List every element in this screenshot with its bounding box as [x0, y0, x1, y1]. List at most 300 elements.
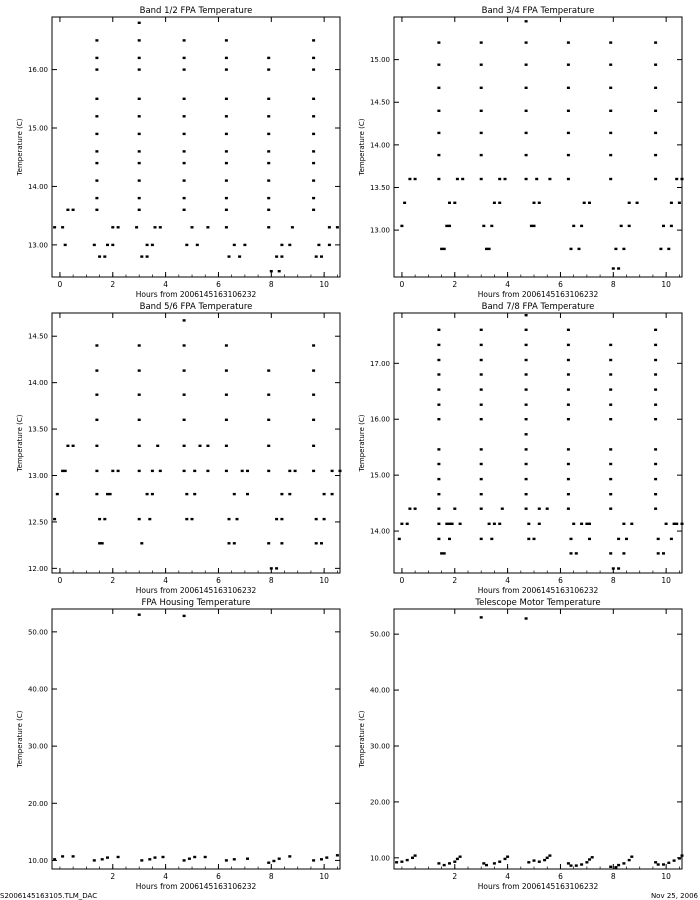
- plot-frame: [52, 609, 340, 869]
- data-point: [609, 404, 612, 406]
- data-point: [614, 866, 617, 868]
- x-axis-label: Hours from 2006145163106232: [477, 882, 599, 891]
- data-point: [151, 244, 154, 246]
- data-point: [617, 567, 620, 569]
- data-point: [456, 858, 459, 860]
- data-point: [485, 248, 488, 250]
- data-point: [103, 255, 106, 257]
- data-point: [267, 369, 270, 371]
- data-point: [138, 22, 141, 24]
- data-point: [315, 518, 318, 520]
- data-point: [312, 394, 315, 396]
- data-point: [111, 470, 114, 472]
- data-point: [617, 864, 620, 866]
- data-point: [480, 493, 483, 495]
- data-point: [159, 470, 162, 472]
- data-point: [95, 179, 98, 181]
- data-point: [154, 226, 157, 228]
- data-point: [525, 433, 528, 435]
- data-point: [199, 445, 202, 447]
- data-point: [241, 470, 244, 472]
- data-point: [228, 255, 231, 257]
- data-point: [609, 373, 612, 375]
- data-point: [480, 538, 483, 540]
- data-point: [437, 493, 440, 495]
- data-point: [480, 178, 483, 180]
- data-point: [609, 110, 612, 112]
- data-point: [659, 248, 662, 250]
- x-tick-label: 8: [610, 872, 616, 881]
- y-tick-label: 16.00: [27, 66, 48, 75]
- data-point: [312, 150, 315, 152]
- data-point: [138, 344, 141, 346]
- data-point: [267, 179, 270, 181]
- data-point: [567, 344, 570, 346]
- data-point: [225, 68, 228, 70]
- data-point: [61, 470, 64, 472]
- x-tick-label: 10: [319, 872, 329, 881]
- data-point: [280, 255, 283, 257]
- data-point: [443, 552, 446, 554]
- data-point: [609, 154, 612, 156]
- data-point: [448, 538, 451, 540]
- data-point: [609, 64, 612, 66]
- data-point: [609, 418, 612, 420]
- data-point: [159, 226, 162, 228]
- data-point: [525, 493, 528, 495]
- data-point: [445, 523, 448, 525]
- data-point: [525, 404, 528, 406]
- data-point: [225, 98, 228, 100]
- data-point: [95, 419, 98, 421]
- data-point: [525, 463, 528, 465]
- data-point: [546, 508, 549, 510]
- panel-2: [358, 6, 684, 299]
- data-point: [278, 858, 281, 860]
- data-point: [488, 248, 491, 250]
- data-point: [480, 418, 483, 420]
- data-point: [654, 463, 657, 465]
- x-tick-label: 2: [452, 576, 458, 585]
- data-point: [188, 858, 191, 860]
- data-point: [480, 110, 483, 112]
- data-point: [408, 178, 411, 180]
- data-point: [493, 862, 496, 864]
- data-point: [437, 178, 440, 180]
- chart-title: Band 3/4 FPA Temperature: [481, 6, 595, 16]
- data-point: [312, 98, 315, 100]
- data-point: [678, 202, 681, 204]
- x-tick-label: 6: [558, 576, 563, 585]
- data-point: [628, 225, 631, 227]
- data-point: [288, 244, 291, 246]
- data-point: [320, 858, 323, 860]
- data-point: [440, 248, 443, 250]
- data-point: [437, 508, 440, 510]
- data-point: [630, 523, 633, 525]
- data-point: [138, 179, 141, 181]
- data-point: [225, 445, 228, 447]
- plot-frame: [394, 609, 682, 869]
- data-point: [339, 470, 342, 472]
- footer-date: Nov 25, 2006: [650, 892, 698, 900]
- y-axis-label: Temperature (C): [358, 414, 366, 472]
- data-point: [498, 202, 501, 204]
- x-tick-label: 4: [163, 872, 169, 881]
- data-point: [312, 179, 315, 181]
- y-tick-label: 13.50: [27, 425, 48, 434]
- data-point: [620, 225, 623, 227]
- plot-frame: [52, 313, 340, 573]
- x-tick-label: 0: [57, 576, 63, 585]
- data-point: [312, 859, 315, 861]
- x-axis-label: Hours from 2006145163106232: [477, 586, 599, 595]
- data-point: [567, 132, 570, 134]
- data-point: [437, 110, 440, 112]
- data-point: [53, 518, 56, 520]
- data-point: [64, 470, 67, 472]
- y-tick-label: 14.00: [369, 141, 390, 150]
- data-point: [185, 244, 188, 246]
- data-point: [437, 538, 440, 540]
- y-tick-label: 17.00: [369, 359, 390, 368]
- data-point: [588, 858, 591, 860]
- data-point: [504, 178, 507, 180]
- data-point: [183, 39, 186, 41]
- data-point: [567, 388, 570, 390]
- data-point: [570, 864, 573, 866]
- data-point: [267, 226, 270, 228]
- x-tick-label: 4: [163, 280, 169, 289]
- data-point: [437, 862, 440, 864]
- y-tick-label: 15.00: [369, 56, 390, 65]
- data-point: [525, 359, 528, 361]
- data-point: [294, 470, 297, 472]
- data-point: [567, 110, 570, 112]
- data-point: [525, 329, 528, 331]
- data-point: [183, 369, 186, 371]
- y-tick-label: 13.00: [369, 226, 390, 235]
- data-point: [480, 132, 483, 134]
- data-point: [437, 463, 440, 465]
- y-tick-label: 30.00: [27, 742, 48, 751]
- data-point: [320, 542, 323, 544]
- data-point: [280, 542, 283, 544]
- data-point: [138, 115, 141, 117]
- data-point: [609, 463, 612, 465]
- data-point: [580, 225, 583, 227]
- data-point: [272, 860, 275, 862]
- data-point: [567, 448, 570, 450]
- data-point: [106, 244, 109, 246]
- y-tick-label: 13.50: [369, 183, 390, 192]
- data-point: [95, 98, 98, 100]
- data-point: [480, 154, 483, 156]
- data-point: [267, 162, 270, 164]
- data-point: [280, 244, 283, 246]
- data-point: [291, 226, 294, 228]
- data-point: [138, 445, 141, 447]
- data-point: [183, 470, 186, 472]
- data-point: [480, 448, 483, 450]
- y-axis-label: Temperature (C): [358, 118, 366, 176]
- data-point: [538, 202, 541, 204]
- data-point: [66, 445, 69, 447]
- y-tick-label: 15.00: [369, 471, 390, 480]
- data-point: [236, 518, 239, 520]
- data-point: [183, 319, 186, 321]
- data-point: [138, 470, 141, 472]
- data-point: [453, 508, 456, 510]
- data-point: [654, 329, 657, 331]
- data-point: [622, 248, 625, 250]
- data-point: [117, 470, 120, 472]
- data-point: [270, 270, 273, 272]
- data-point: [453, 202, 456, 204]
- data-point: [498, 523, 501, 525]
- data-point: [267, 68, 270, 70]
- data-point: [609, 866, 612, 868]
- data-point: [225, 369, 228, 371]
- x-tick-label: 6: [558, 872, 563, 881]
- data-point: [183, 344, 186, 346]
- x-tick-label: 8: [268, 872, 274, 881]
- data-point: [567, 154, 570, 156]
- data-point: [204, 856, 207, 858]
- data-point: [609, 41, 612, 43]
- data-point: [323, 493, 326, 495]
- data-point: [138, 369, 141, 371]
- data-point: [138, 68, 141, 70]
- data-point: [630, 856, 633, 858]
- data-point: [662, 225, 665, 227]
- data-point: [527, 538, 530, 540]
- data-point: [95, 162, 98, 164]
- data-point: [480, 41, 483, 43]
- data-point: [106, 856, 109, 858]
- data-point: [681, 854, 684, 856]
- x-tick-label: 8: [268, 280, 274, 289]
- data-point: [617, 538, 620, 540]
- data-point: [406, 859, 409, 861]
- data-point: [525, 344, 528, 346]
- data-point: [548, 854, 551, 856]
- data-point: [480, 508, 483, 510]
- data-point: [140, 255, 143, 257]
- data-point: [480, 478, 483, 480]
- data-point: [670, 538, 673, 540]
- data-point: [193, 493, 196, 495]
- data-point: [225, 162, 228, 164]
- data-point: [570, 552, 573, 554]
- data-point: [480, 87, 483, 89]
- data-point: [61, 226, 64, 228]
- x-tick-label: 8: [610, 576, 616, 585]
- data-point: [654, 861, 657, 863]
- data-point: [183, 133, 186, 135]
- data-point: [95, 369, 98, 371]
- data-point: [525, 388, 528, 390]
- data-point: [548, 178, 551, 180]
- data-point: [480, 329, 483, 331]
- data-point: [543, 859, 546, 861]
- data-point: [445, 225, 448, 227]
- data-point: [580, 863, 583, 865]
- data-point: [480, 463, 483, 465]
- data-point: [567, 404, 570, 406]
- data-point: [183, 197, 186, 199]
- data-point: [95, 445, 98, 447]
- chart-title: Band 1/2 FPA Temperature: [139, 6, 253, 16]
- data-point: [657, 552, 660, 554]
- data-point: [72, 445, 75, 447]
- data-point: [525, 178, 528, 180]
- data-point: [151, 493, 154, 495]
- data-point: [243, 244, 246, 246]
- y-tick-label: 14.00: [369, 527, 390, 536]
- data-point: [400, 861, 403, 863]
- data-point: [567, 508, 570, 510]
- data-point: [275, 255, 278, 257]
- data-point: [331, 470, 334, 472]
- data-point: [609, 508, 612, 510]
- data-point: [654, 64, 657, 66]
- data-point: [95, 344, 98, 346]
- y-axis-label: Temperature (C): [16, 118, 24, 176]
- data-point: [525, 448, 528, 450]
- data-point: [312, 470, 315, 472]
- data-point: [670, 202, 673, 204]
- x-tick-label: 0: [399, 280, 405, 289]
- data-point: [654, 87, 657, 89]
- data-point: [225, 57, 228, 59]
- data-point: [591, 856, 594, 858]
- data-point: [336, 226, 339, 228]
- data-point: [267, 419, 270, 421]
- data-point: [662, 863, 665, 865]
- data-point: [206, 470, 209, 472]
- data-point: [225, 394, 228, 396]
- data-point: [312, 344, 315, 346]
- data-point: [312, 133, 315, 135]
- plot-frame: [394, 313, 682, 573]
- data-point: [675, 523, 678, 525]
- y-tick-label: 15.00: [27, 124, 48, 133]
- data-point: [538, 508, 541, 510]
- data-point: [275, 518, 278, 520]
- data-point: [267, 542, 270, 544]
- data-point: [53, 858, 56, 860]
- x-tick-label: 4: [505, 576, 511, 585]
- data-point: [325, 856, 328, 858]
- data-point: [183, 115, 186, 117]
- data-point: [246, 858, 249, 860]
- data-point: [488, 523, 491, 525]
- data-point: [191, 518, 194, 520]
- data-point: [225, 133, 228, 135]
- x-tick-label: 0: [399, 576, 405, 585]
- data-point: [480, 373, 483, 375]
- panel-4: [358, 302, 684, 595]
- data-point: [280, 493, 283, 495]
- data-point: [585, 861, 588, 863]
- data-point: [331, 493, 334, 495]
- data-point: [482, 862, 485, 864]
- data-point: [267, 209, 270, 211]
- data-point: [654, 373, 657, 375]
- data-point: [525, 110, 528, 112]
- data-point: [588, 523, 591, 525]
- data-point: [654, 41, 657, 43]
- data-point: [95, 209, 98, 211]
- data-point: [437, 404, 440, 406]
- data-point: [567, 178, 570, 180]
- data-point: [654, 359, 657, 361]
- data-point: [480, 616, 483, 618]
- data-point: [609, 87, 612, 89]
- chart-title: Telescope Motor Temperature: [475, 598, 601, 608]
- data-point: [437, 41, 440, 43]
- data-point: [183, 179, 186, 181]
- data-point: [673, 523, 676, 525]
- data-point: [162, 856, 165, 858]
- data-point: [480, 359, 483, 361]
- data-point: [183, 209, 186, 211]
- data-point: [588, 538, 591, 540]
- data-point: [225, 226, 228, 228]
- data-point: [117, 226, 120, 228]
- data-point: [106, 493, 109, 495]
- x-tick-label: 10: [319, 576, 329, 585]
- data-point: [95, 470, 98, 472]
- data-point: [628, 859, 631, 861]
- data-point: [570, 538, 573, 540]
- data-point: [567, 493, 570, 495]
- data-point: [135, 226, 138, 228]
- data-point: [567, 64, 570, 66]
- data-point: [225, 470, 228, 472]
- data-point: [66, 209, 69, 211]
- data-point: [414, 508, 417, 510]
- data-point: [93, 859, 96, 861]
- data-point: [498, 178, 501, 180]
- data-point: [193, 856, 196, 858]
- data-point: [437, 329, 440, 331]
- data-point: [280, 518, 283, 520]
- data-point: [312, 162, 315, 164]
- x-tick-label: 0: [57, 280, 63, 289]
- data-point: [437, 87, 440, 89]
- y-tick-label: 12.50: [27, 518, 48, 527]
- data-point: [525, 617, 528, 619]
- data-point: [622, 552, 625, 554]
- data-point: [267, 445, 270, 447]
- data-point: [98, 518, 101, 520]
- data-point: [437, 373, 440, 375]
- data-point: [578, 248, 581, 250]
- data-point: [448, 202, 451, 204]
- data-point: [612, 567, 615, 569]
- data-point: [480, 64, 483, 66]
- data-point: [654, 344, 657, 346]
- data-point: [138, 150, 141, 152]
- data-point: [395, 861, 398, 863]
- data-point: [64, 244, 67, 246]
- data-point: [575, 552, 578, 554]
- data-point: [183, 68, 186, 70]
- data-point: [533, 202, 536, 204]
- data-point: [267, 133, 270, 135]
